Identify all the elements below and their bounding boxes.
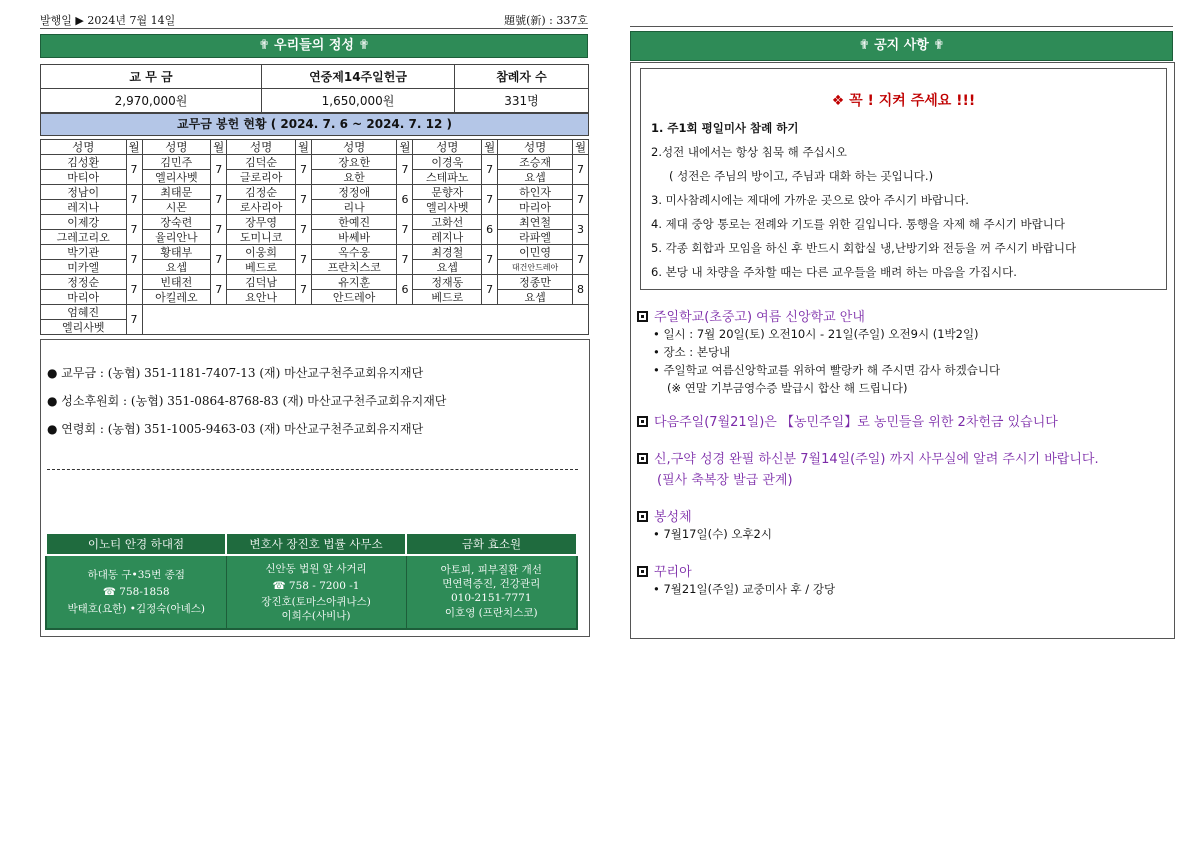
rules-list <box>641 120 1166 280</box>
grid-header: 성명 <box>498 140 573 155</box>
offering-summary-table <box>40 64 589 113</box>
ad-line: ☎ 758-1858 <box>102 585 170 598</box>
month-count: 7 <box>397 155 413 185</box>
month-count: 7 <box>126 185 142 215</box>
rule-item: 2.성전 내에서는 항상 침묵 해 주십시오 <box>651 145 847 159</box>
member-name: 박기관 <box>41 245 127 260</box>
baptismal-name: 안드레아 <box>311 290 397 305</box>
baptismal-name: 마리아 <box>498 200 573 215</box>
summary-value: 331명 <box>455 89 589 113</box>
month-count: 7 <box>482 185 498 215</box>
checkbox-bullet-icon <box>637 511 648 522</box>
month-count: 7 <box>295 275 311 305</box>
baptismal-name: 요셉 <box>142 260 211 275</box>
month-count: 7 <box>126 215 142 245</box>
sponsor-ads <box>45 532 578 630</box>
grid-header: 월 <box>211 140 227 155</box>
member-name: 엄혜진 <box>41 305 127 320</box>
grid-header: 성명 <box>413 140 482 155</box>
month-count: 7 <box>126 155 142 185</box>
baptismal-name: 마티아 <box>41 170 127 185</box>
rule-item: 6. 본당 내 차량을 주차할 때는 다른 교우들을 배려 하는 마음을 가집시다. <box>651 265 1017 279</box>
summary-value: 1,650,000원 <box>262 89 455 113</box>
contribution-list-title: 교무금 봉헌 현황 ( 2024. 7. 6 ~ 2024. 7. 12 ) <box>40 113 589 136</box>
ad-line: 이호영 (프란치스코) <box>444 606 538 619</box>
month-count: 7 <box>211 155 227 185</box>
baptismal-name: 미카엘 <box>41 260 127 275</box>
grid-header: 성명 <box>227 140 296 155</box>
month-count: 8 <box>573 275 589 305</box>
month-count: 7 <box>211 215 227 245</box>
announcement-farmers-sunday <box>637 411 1167 430</box>
issue-number: 題號(新) : 337호 <box>504 14 588 27</box>
baptismal-name: 율리안나 <box>142 230 211 245</box>
grid-row <box>41 170 589 185</box>
ad-line: 아토피, 피부질환 개선 <box>440 563 542 576</box>
member-name: 이웅희 <box>227 245 296 260</box>
month-count: 7 <box>397 245 413 275</box>
month-count: 7 <box>211 185 227 215</box>
account-line: ● 교무금 : (농협) 351-1181-7407-13 (재) 마산교구천주교회유지재단 <box>47 366 424 380</box>
grid-header: 월 <box>295 140 311 155</box>
rule-item: 3. 미사참례시에는 제대에 가까운 곳으로 앉아 주시기 바랍니다. <box>651 193 969 207</box>
issue-header <box>40 10 588 29</box>
ad-line: 면연력증진, 건강관리 <box>442 577 541 590</box>
announcements <box>637 306 1167 598</box>
announcement-bullet: • 7월21일(주일) 교중미사 후 / 강당 <box>653 582 836 596</box>
member-name: 한예진 <box>311 215 397 230</box>
grid-row <box>41 290 589 305</box>
contribution-grid <box>40 139 589 335</box>
bank-accounts <box>47 364 587 448</box>
grid-header: 월 <box>397 140 413 155</box>
month-count: 7 <box>295 245 311 275</box>
summary-value: 2,970,000원 <box>41 89 262 113</box>
month-count: 7 <box>482 155 498 185</box>
announcement-title: 봉성체 <box>654 510 692 525</box>
member-name: 황태부 <box>142 245 211 260</box>
grid-row <box>41 245 589 260</box>
month-count: 7 <box>482 275 498 305</box>
ad-line: 장진호(토마스아퀴나스) <box>261 596 371 608</box>
checkbox-bullet-icon <box>637 416 648 427</box>
announcement-bullet: • 7월17일(수) 오후2시 <box>653 527 772 541</box>
member-name: 옥수웅 <box>311 245 397 260</box>
grid-header: 성명 <box>311 140 397 155</box>
announcement-title: 주일학교(초중고) 여름 신앙학교 안내 <box>654 310 865 325</box>
month-count: 7 <box>126 305 142 335</box>
checkbox-bullet-icon <box>637 453 648 464</box>
ad-details <box>226 555 406 629</box>
grid-row <box>41 185 589 200</box>
ad-details <box>46 555 226 629</box>
grid-header: 성명 <box>142 140 211 155</box>
baptismal-name: 레지나 <box>41 200 127 215</box>
month-count: 6 <box>397 275 413 305</box>
grid-row <box>41 215 589 230</box>
member-name: 김덕남 <box>227 275 296 290</box>
grid-header: 성명 <box>41 140 127 155</box>
baptismal-name: 바쎄바 <box>311 230 397 245</box>
announcement-bullet: • 주일학교 여름신앙학교를 위하여 빨랑카 해 주시면 감사 하겠습니다 <box>653 363 1001 377</box>
grid-row <box>41 230 589 245</box>
ad-name: 금화 효소원 <box>406 533 577 555</box>
issue-date: 발행일 ▶ 2024년 7월 14일 <box>40 14 176 27</box>
baptismal-name: 시몬 <box>142 200 211 215</box>
baptismal-name: 마리아 <box>41 290 127 305</box>
baptismal-name: 엘리사벳 <box>142 170 211 185</box>
checkbox-bullet-icon <box>637 311 648 322</box>
baptismal-name: 요셉 <box>498 170 573 185</box>
month-count: 6 <box>482 215 498 245</box>
account-line: ● 성소후원회 : (농협) 351-0864-8768-83 (재) 마산교구천주교회유지재단 <box>47 394 447 408</box>
announcement-subtitle: (필사 축복장 발급 관계) <box>657 473 793 488</box>
checkbox-bullet-icon <box>637 566 648 577</box>
grid-header: 월 <box>126 140 142 155</box>
month-count: 7 <box>295 215 311 245</box>
member-name: 최태문 <box>142 185 211 200</box>
announcement-title: 신,구약 성경 완필 하신분 7월14일(주일) 까지 사무실에 알려 주시기 바랍니다. <box>654 452 1099 467</box>
baptismal-name: 프란치스코 <box>311 260 397 275</box>
announcement-bullet: • 일시 : 7월 20일(토) 오전10시 - 21일(주일) 오전9시 (1박2일) <box>653 327 979 341</box>
member-name: 장요한 <box>311 155 397 170</box>
rule-item: 4. 제대 중앙 통로는 전례와 기도를 위한 길입니다. 통행을 자제 해 주시기 바랍니다 <box>651 217 1065 231</box>
month-count: 7 <box>211 275 227 305</box>
announcement-bullet: • 장소 : 본당내 <box>653 345 731 359</box>
dashed-divider <box>47 469 578 470</box>
member-name: 유지훈 <box>311 275 397 290</box>
month-count: 7 <box>573 245 589 275</box>
member-name: 최경철 <box>413 245 482 260</box>
month-count: 7 <box>211 245 227 275</box>
announcement-summer-school <box>637 306 1167 397</box>
grid-row <box>41 275 589 290</box>
rule-item: 1. 주1회 평일미사 참례 하기 <box>651 121 799 135</box>
empty-cell <box>142 305 589 335</box>
month-count: 3 <box>573 215 589 245</box>
baptismal-name: 글로리아 <box>227 170 296 185</box>
grid-header: 월 <box>482 140 498 155</box>
announcement-communion-visit <box>637 506 1167 543</box>
offering-section-title: ✟ 우리들의 정성 ✟ <box>40 34 588 58</box>
baptismal-name: 요한 <box>311 170 397 185</box>
baptismal-name: 도미니코 <box>227 230 296 245</box>
month-count: 7 <box>126 275 142 305</box>
ad-line: ☎ 758 - 7200 -1 <box>272 580 360 592</box>
ad-details <box>406 555 577 629</box>
member-name: 빈태전 <box>142 275 211 290</box>
rules-title: ❖ 꼭 ! 지켜 주세요 !!! <box>831 93 976 109</box>
member-name: 정재동 <box>413 275 482 290</box>
member-name: 이제강 <box>41 215 127 230</box>
grid-row <box>41 305 589 320</box>
ad-line: 신안동 법원 앞 사거리 <box>265 563 367 575</box>
month-count: 7 <box>482 245 498 275</box>
rules-box <box>640 68 1167 290</box>
baptismal-name: 요셉 <box>498 290 573 305</box>
baptismal-name: 요안나 <box>227 290 296 305</box>
baptismal-name: 그레고리오 <box>41 230 127 245</box>
baptismal-name: 엘리사벳 <box>413 200 482 215</box>
baptismal-name: 리나 <box>311 200 397 215</box>
grid-header: 월 <box>573 140 589 155</box>
member-name: 장무영 <box>227 215 296 230</box>
month-count: 6 <box>397 185 413 215</box>
ad-line: 이희수(사비나) <box>281 610 351 622</box>
member-name: 고화선 <box>413 215 482 230</box>
baptismal-name: 요셉 <box>413 260 482 275</box>
baptismal-name: 베드로 <box>227 260 296 275</box>
member-name: 문향자 <box>413 185 482 200</box>
baptismal-name: 스테파노 <box>413 170 482 185</box>
grid-row <box>41 200 589 215</box>
baptismal-name: 베드로 <box>413 290 482 305</box>
ad-line: 010-2151-7771 <box>450 591 532 604</box>
baptismal-name: 대건안드레아 <box>498 260 573 275</box>
member-name: 정정애 <box>311 185 397 200</box>
baptismal-name: 라파엘 <box>498 230 573 245</box>
ad-name: 이노티 안경 하대점 <box>46 533 226 555</box>
member-name: 김성환 <box>41 155 127 170</box>
ad-line: 박태호(요한) •김정숙(아녜스) <box>67 602 205 615</box>
member-name: 이민영 <box>498 245 573 260</box>
month-count: 7 <box>573 155 589 185</box>
month-count: 7 <box>397 215 413 245</box>
ad-name: 변호사 장진호 법률 사무소 <box>226 533 406 555</box>
member-name: 조승재 <box>498 155 573 170</box>
grid-row <box>41 260 589 275</box>
month-count: 7 <box>295 185 311 215</box>
member-name: 이경욱 <box>413 155 482 170</box>
member-name: 정남이 <box>41 185 127 200</box>
grid-row <box>41 155 589 170</box>
rule-item: ( 성전은 주님의 방이고, 주님과 대화 하는 곳입니다.) <box>669 169 934 183</box>
announcement-title: 꾸리아 <box>654 565 692 580</box>
member-name: 김민주 <box>142 155 211 170</box>
notice-section-title: ✟ 공지 사항 ✟ <box>630 31 1173 61</box>
member-name: 최연철 <box>498 215 573 230</box>
baptismal-name: 엘리사벳 <box>41 320 127 335</box>
member-name: 장숙련 <box>142 215 211 230</box>
member-name: 김정순 <box>227 185 296 200</box>
account-line: ● 연령회 : (농협) 351-1005-9463-03 (재) 마산교구천주교회유지재단 <box>47 422 424 436</box>
baptismal-name: 아킬레오 <box>142 290 211 305</box>
member-name: 김덕순 <box>227 155 296 170</box>
announcement-title: 다음주일(7월21일)은 【농민주일】로 농민들을 위한 2차헌금 있습니다 <box>654 415 1058 430</box>
summary-header: 교 무 금 <box>41 65 262 89</box>
member-name: 정종만 <box>498 275 573 290</box>
rule-item: 5. 각종 회합과 모임을 하신 후 반드시 회합실 냉,난방기와 전등을 꺼 주시기 바랍니다 <box>651 241 1077 255</box>
month-count: 7 <box>573 185 589 215</box>
announcement-bullet: (※ 연말 기부금영수증 발급시 합산 해 드립니다) <box>667 381 908 395</box>
month-count: 7 <box>126 245 142 275</box>
announcement-bible-copy <box>637 448 1167 488</box>
member-name: 정정순 <box>41 275 127 290</box>
summary-header: 참례자 수 <box>455 65 589 89</box>
top-rule <box>630 26 1173 27</box>
month-count: 7 <box>295 155 311 185</box>
baptismal-name: 로사리아 <box>227 200 296 215</box>
member-name: 하인자 <box>498 185 573 200</box>
summary-header: 연중제14주일헌금 <box>262 65 455 89</box>
baptismal-name: 레지나 <box>413 230 482 245</box>
announcement-curia <box>637 561 1167 598</box>
ad-line: 하대동 구•35번 종점 <box>87 568 185 581</box>
